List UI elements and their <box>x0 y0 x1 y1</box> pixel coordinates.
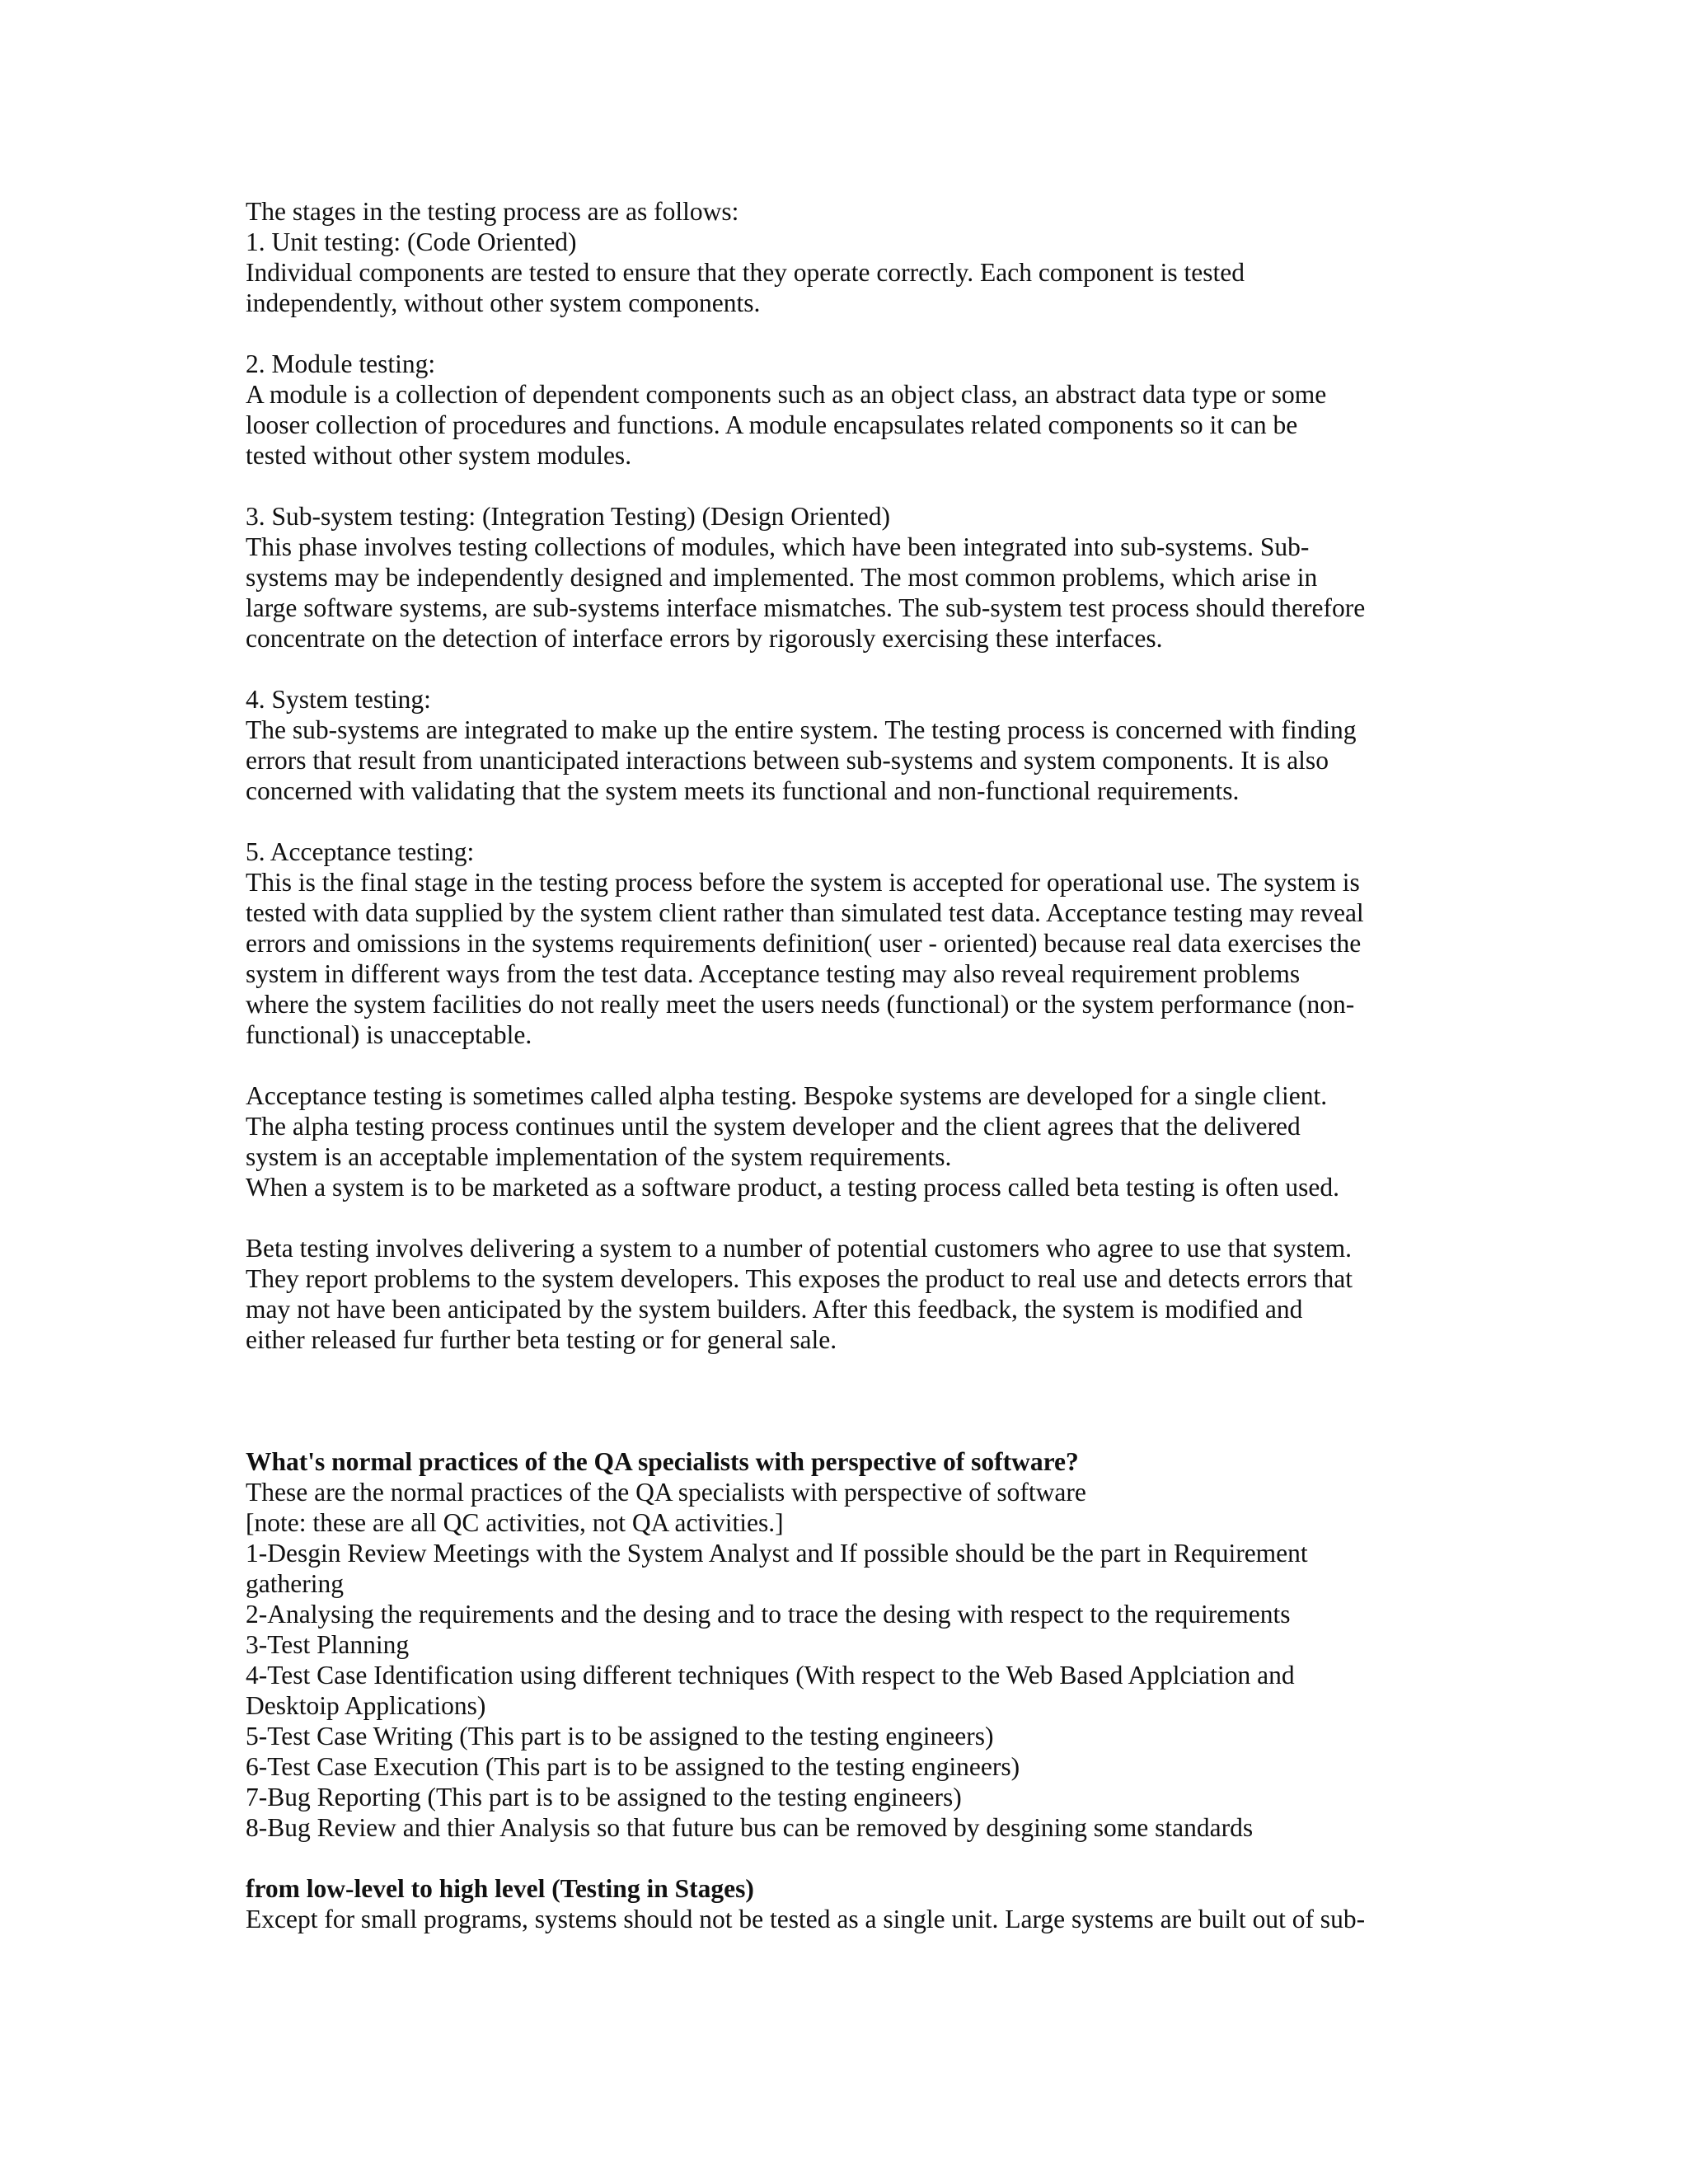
beta-testing-line: may not have been anticipated by the system builders. After this feedback, the system is modified and <box>246 1295 1303 1324</box>
module-testing-line: tested without other system modules. <box>246 441 632 470</box>
paragraph-gap <box>246 654 1449 684</box>
subsystem-testing-line: systems may be independently designed and implemented. The most common problems, which arise in <box>246 563 1318 592</box>
qa-practices-line: 4-Test Case Identification using different techniques (With respect to the Web Based Applciation and <box>246 1661 1295 1690</box>
acceptance-testing-line: tested with data supplied by the system client rather than simulated test data. Acceptance testing may reveal <box>246 898 1364 927</box>
intro-text: The stages in the testing process are as follows: <box>246 197 739 226</box>
system-testing-heading: 4. System testing: <box>246 685 431 714</box>
acceptance-testing-line: functional) is unacceptable. <box>246 1020 532 1049</box>
qa-practices-line: 6-Test Case Execution (This part is to be assigned to the testing engineers) <box>246 1752 1020 1781</box>
beta-testing-line: Beta testing involves delivering a system to a number of potential customers who agree to use that system. <box>246 1234 1352 1263</box>
system-testing-line: The sub-systems are integrated to make up the entire system. The testing process is concerned with finding <box>246 715 1357 744</box>
qa-practices-line: 7-Bug Reporting (This part is to be assigned to the testing engineers) <box>246 1783 962 1811</box>
paragraph-gap <box>246 1843 1449 1873</box>
subsystem-testing-line: concentrate on the detection of interface errors by rigorously exercising these interfaces. <box>246 624 1163 653</box>
acceptance-testing-heading: 5. Acceptance testing: <box>246 837 475 866</box>
paragraph-gap <box>246 471 1449 501</box>
module-testing-line: A module is a collection of dependent components such as an object class, an abstract data type or some <box>246 380 1327 409</box>
system-testing-line: concerned with validating that the system meets its functional and non-functional requirements. <box>246 776 1240 805</box>
module-testing-heading: 2. Module testing: <box>246 349 436 378</box>
acceptance-testing-line: errors and omissions in the systems requirements definition( user - oriented) because real data exercises the <box>246 929 1362 958</box>
acceptance-testing-line: where the system facilities do not really meet the users needs (functional) or the system performance (non- <box>246 990 1355 1019</box>
paragraph-gap <box>246 806 1449 837</box>
unit-testing-line: independently, without other system components. <box>246 288 761 317</box>
unit-testing-heading: 1. Unit testing: (Code Oriented) <box>246 227 577 256</box>
qa-practices-line: 5-Test Case Writing (This part is to be assigned to the testing engineers) <box>246 1722 994 1750</box>
alpha-testing-line: The alpha testing process continues until the system developer and the client agrees that the delivered <box>246 1112 1301 1141</box>
module-testing-line: looser collection of procedures and functions. A module encapsulates related components so it can be <box>246 410 1298 439</box>
paragraph-gap <box>246 1202 1449 1233</box>
qa-practices-line: 8-Bug Review and thier Analysis so that future bus can be removed by desgining some standards <box>246 1813 1254 1842</box>
qa-practices-line: 3-Test Planning <box>246 1630 410 1659</box>
system-testing-line: errors that result from unanticipated interactions between sub-systems and system components. It is also <box>246 746 1329 775</box>
alpha-testing-line: system is an acceptable implementation of the system requirements. <box>246 1142 952 1171</box>
qa-practices-line: 1-Desgin Review Meetings with the System Analyst and If possible should be the part in Requirement <box>246 1539 1308 1568</box>
paragraph-gap <box>246 1050 1449 1080</box>
beta-testing-line: either released fur further beta testing or for general sale. <box>246 1325 837 1354</box>
subsystem-testing-line: large software systems, are sub-systems interface mismatches. The sub-system test process should therefore <box>246 593 1366 622</box>
alpha-testing-line: Acceptance testing is sometimes called alpha testing. Bespoke systems are developed for a single client. <box>246 1081 1328 1110</box>
paragraph-gap <box>246 318 1449 349</box>
testing-stages-line: Except for small programs, systems should not be tested as a single unit. Large systems are built out of sub- <box>246 1905 1366 1933</box>
acceptance-testing-line: system in different ways from the test data. Acceptance testing may also reveal requirement problems <box>246 959 1301 988</box>
qa-practices-heading: What's normal practices of the QA specialists with perspective of software? <box>246 1447 1079 1476</box>
qa-practices-line: Desktoip Applications) <box>246 1691 486 1720</box>
qa-practices-line: These are the normal practices of the QA specialists with perspective of software <box>246 1478 1086 1507</box>
testing-stages-heading: from low-level to high level (Testing in Stages) <box>246 1874 754 1903</box>
subsystem-testing-heading: 3. Sub-system testing: (Integration Testing) (Design Oriented) <box>246 502 890 531</box>
subsystem-testing-line: This phase involves testing collections of modules, which have been integrated into sub-systems. Sub- <box>246 532 1310 561</box>
qa-practices-line: 2-Analysing the requirements and the desing and to trace the desing with respect to the requirements <box>246 1600 1291 1629</box>
document-page <box>246 196 1449 1934</box>
section-gap <box>246 1355 1449 1446</box>
beta-testing-line: They report problems to the system developers. This exposes the product to real use and detects errors that <box>246 1264 1353 1293</box>
qa-practices-line: [note: these are all QC activities, not QA activities.] <box>246 1508 784 1537</box>
unit-testing-line: Individual components are tested to ensure that they operate correctly. Each component is tested <box>246 258 1245 287</box>
acceptance-testing-line: This is the final stage in the testing process before the system is accepted for operational use. The system is <box>246 868 1360 897</box>
alpha-testing-line: When a system is to be marketed as a software product, a testing process called beta testing is often used. <box>246 1173 1339 1202</box>
qa-practices-line: gathering <box>246 1569 344 1598</box>
